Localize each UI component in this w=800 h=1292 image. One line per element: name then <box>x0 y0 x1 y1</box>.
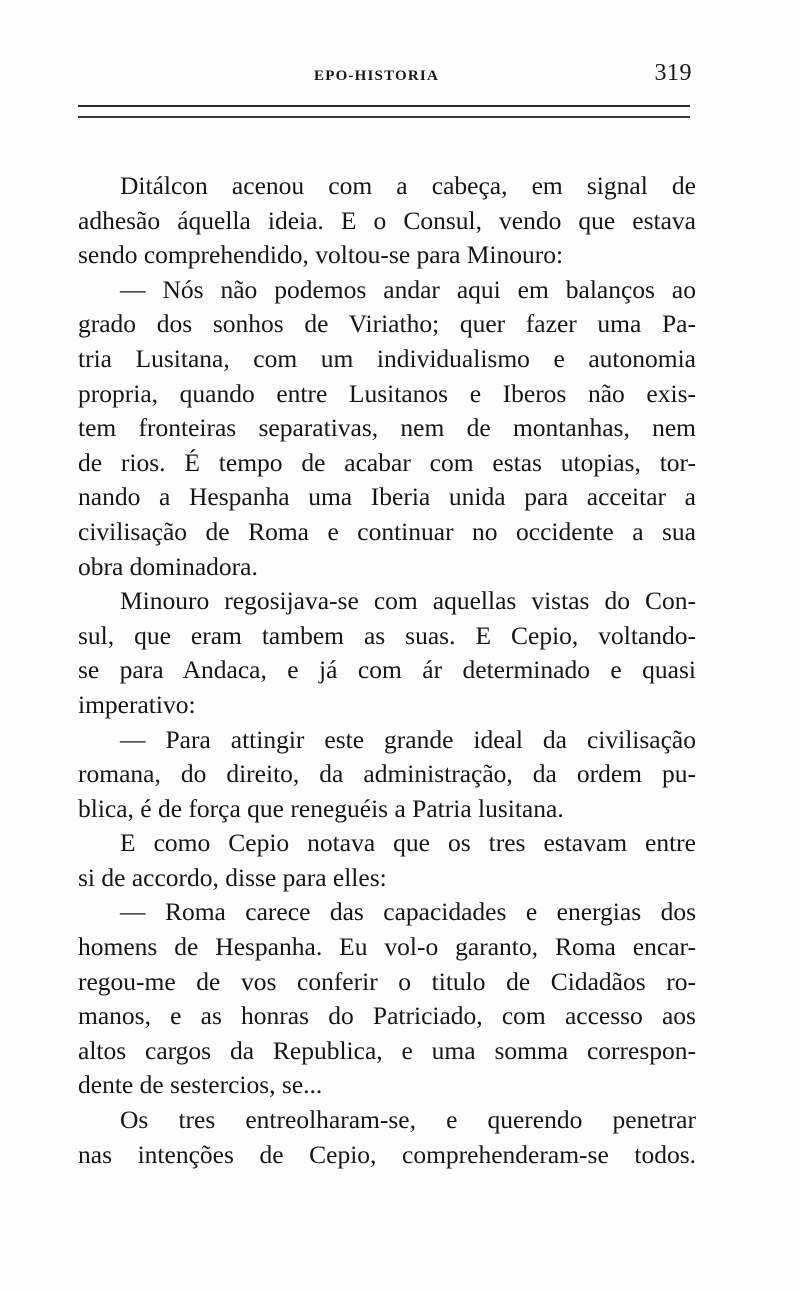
text-line: Os tres entreolharam-se, e querendo penetrar <box>120 1105 696 1135</box>
text-line: altos cargos da Republica, e uma somma correspon- <box>78 1035 696 1065</box>
text-line: tria Lusitana, com um individualismo e autonomia <box>78 343 696 373</box>
text-line: si de accordo, disse para elles: <box>78 862 387 892</box>
text-line: se para Andaca, e já com ár determinado e quasi <box>78 655 696 685</box>
text-line: blica, é de força que reneguéis a Patria lusitana. <box>78 793 564 823</box>
text-line: Minouro regosijava-se com aquellas vistas do Con- <box>120 586 696 616</box>
running-head-title: EPO-HISTORIA <box>314 68 439 84</box>
text-line: sendo comprehendido, voltou-se para Minouro: <box>78 240 564 270</box>
text-line: Ditálcon acenou com a cabeça, em signal de <box>120 171 696 200</box>
header-rule-bottom <box>78 116 690 118</box>
text-line: sul, que eram tambem as suas. E Cepio, voltando- <box>78 620 696 650</box>
text-line: imperativo: <box>78 689 196 719</box>
text-line: adhesão áquella ideia. E o Consul, vendo que estava <box>78 205 696 235</box>
text-line: grado dos sonhos de Viriatho; quer fazer uma Pa- <box>78 309 696 339</box>
text-line: — Roma carece das capacidades e energias dos <box>120 897 696 927</box>
page-number: 319 <box>654 60 692 86</box>
header-rule-top <box>78 105 690 107</box>
text-line: — Para attingir este grande ideal da civilisação <box>120 724 696 754</box>
text-line: homens de Hespanha. Eu vol-o garanto, Roma encar- <box>78 932 696 962</box>
body-text <box>78 169 696 1172</box>
text-line: E como Cepio notava que os tres estavam entre <box>120 828 696 858</box>
text-line: de rios. É tempo de acabar com estas utopias, tor- <box>78 447 696 477</box>
text-line: romana, do direito, da administração, da ordem pu- <box>78 759 696 789</box>
text-line: civilisação de Roma e continuar no occidente a sua <box>78 516 696 546</box>
text-line: nando a Hespanha uma Iberia unida para acceitar a <box>78 482 696 512</box>
text-line: regou-me de vos conferir o titulo de Cidadãos ro- <box>78 966 696 996</box>
text-line: nas intenções de Cepio, comprehenderam-se todos. <box>78 1139 696 1169</box>
text-line: propria, quando entre Lusitanos e Iberos não exis- <box>78 378 696 408</box>
text-line: tem fronteiras separativas, nem de montanhas, nem <box>78 413 696 443</box>
text-line: manos, e as honras do Patriciado, com accesso aos <box>78 1001 696 1031</box>
text-line: dente de sestercios, se... <box>78 1070 323 1100</box>
text-line: obra dominadora. <box>78 551 258 581</box>
text-line: — Nós não podemos andar aqui em balanços ao <box>120 274 696 304</box>
running-header <box>78 60 696 94</box>
